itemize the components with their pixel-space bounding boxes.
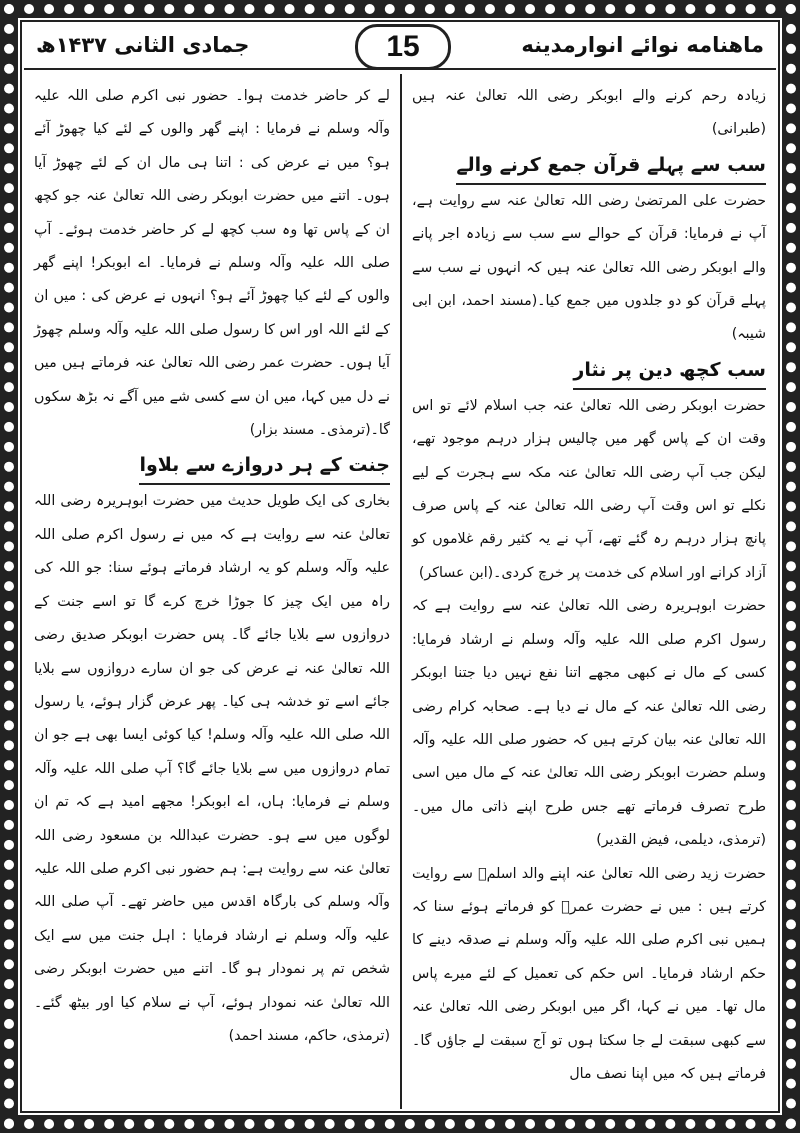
section-heading: سب سے پہلے قرآن جمع کرنے والے [456, 147, 766, 185]
paragraph: حضرت ابوبکر رضی اللہ تعالیٰ عنہ جب اسلام لائے تو اس وقت ان کے پاس گھر میں چالیس ہزار درہم موجود تھے، لیکن جب آپ رضی اللہ تعالیٰ عنہ مکہ سے ہجرت کے لیے نکلے تو اس وقت آپ رضی اللہ تعالیٰ عنہ کے پاس صرف پانچ ہزار درہم رہ گئے تھے، آپ نے یہ کثیر رقم غلاموں کو آزاد کرانے اور اسلام کی خدمت پر خرچ کردی۔(ابن عساکر) [412, 397, 766, 581]
section-heading: سب کچھ دین پر نثار [573, 352, 766, 390]
right-column [400, 74, 776, 1109]
paragraph: لے کر حاضر خدمت ہوا۔ حضور نبی اکرم صلی اللہ علیہ وآلہ وسلم نے فرمایا : اپنے گھر والوں کے لئے کیا چھوڑ آئے ہو؟ میں نے عرض کی : اتنا ہی مال ان کے لئے چھوڑ آیا ہوں۔ اتنے میں حضرت ابوبکر رضی اللہ تعالیٰ عنہ جو کچھ ان کے پاس تھا وہ سب کچھ لے کر حاضر خدمت ہوئے۔ آپ صلی اللہ علیہ وآلہ وسلم نے فرمایا۔ اے ابوبکر! اپنے گھر والوں کے لئے کیا چھوڑ آئے ہو؟ انہوں نے عرض کی : میں ان کے لئے اللہ اور اس کا رسول صلی اللہ علیہ وآلہ وسلم چھوڑ آیا ہوں۔ حضرت عمر رضی اللہ تعالیٰ عنہ فرماتے ہیں میں نے دل میں کہا، میں ان سے کسی شے میں آگے نہ بڑھ سکوں گا۔(ترمذی۔ مسند بزار) [34, 88, 390, 439]
paragraph: حضرت ابوہریرہ رضی اللہ تعالیٰ عنہ سے روایت ہے کہ رسول اکرم صلی اللہ علیہ وآلہ وسلم نے ارشاد فرمایا: کسی کے مال نے کبھی مجھے اتنا نفع نہیں دیا جتنا ابوبکر رضی اللہ تعالیٰ عنہ کے مال نے دیا ہے۔ صحابہ کرام رضی اللہ تعالیٰ عنہ بیان کرتے ہیں کہ حضور صلی اللہ علیہ وآلہ وسلم حضرت ابوبکر رضی اللہ تعالیٰ عنہ کے مال میں اسی طرح تصرف فرماتے تھے جس طرح اپنے ذاتی مال میں۔(ترمذی، دیلمی، فیض القدیر) [412, 598, 766, 849]
article-body [24, 74, 776, 1109]
paragraph: زیادہ رحم کرنے والے ابوبکر رضی اللہ تعالیٰ عنہ ہیں (طبرانی) [412, 88, 766, 138]
paragraph: حضرت زید رضی اللہ تعالیٰ عنہ اپنے والد اسلمؓ سے روایت کرتے ہیں : میں نے حضرت عمرؓ کو فرماتے ہوئے سنا کہ ہمیں نبی اکرم صلی اللہ علیہ وآلہ وسلم نے صدقہ دینے کا حکم ارشاد فرمایا۔ اس حکم کی تعمیل کے لئے میرے پاس مال تھا۔ میں نے کہا، اگر میں ابوبکر رضی اللہ تعالیٰ عنہ سے کبھی سبقت لے جا سکتا ہوں تو آج سبقت لے جاؤں گا۔ فرماتے ہیں کہ میں اپنا نصف مال [412, 865, 766, 1082]
section-heading: جنت کے ہر دروازے سے بلاوا [139, 447, 390, 485]
magazine-title: ماهنامه نوائے انوارمدینه [521, 33, 764, 57]
paragraph: بخاری کی ایک طویل حدیث میں حضرت ابوہریرہ رضی اللہ تعالیٰ عنہ سے روایت ہے کہ میں نے رسول اکرم صلی اللہ علیہ وآلہ وسلم کو یہ ارشاد فرماتے ہوئے سنا: جو اللہ کی راہ میں ایک چیز کا جوڑا خرچ کرے گا تو اسے جنت کے دروازوں سے بلایا جائے گا۔ پس حضرت ابوبکر صدیق رضی اللہ تعالیٰ عنہ نے عرض کی جو ان سارے دروازوں سے بلایا جائے اسے تو خدشہ ہی کیا۔ پھر عرض گزار ہوئے، یا رسول اللہ صلی اللہ علیہ وآلہ وسلم! کیا کوئی ایسا بھی ہے جو ان تمام دروازوں میں سے بلایا جائے گا؟ آپ صلی اللہ علیہ وآلہ وسلم نے فرمایا: ہاں، اے ابوبکر! مجھے امید ہے کہ تم ان لوگوں میں سے ہو۔ حضرت عبداللہ بن مسعود رضی اللہ تعالیٰ عنہ سے روایت ہے: ہم حضور نبی اکرم صلی اللہ علیہ وآلہ وسلم کی بارگاہ اقدس میں حاضر تھے۔ آپ صلی اللہ علیہ وآلہ وسلم نے ارشاد فرمایا : اہل جنت میں سے ایک شخص تم پر نمودار ہو گا۔ اتنے میں حضرت ابوبکر رضی اللہ تعالیٰ عنہ نمودار ہوئے، آپ نے سلام کیا اور بیٹھ گئے۔(ترمذی، حاکم، مسند احمد) [34, 493, 390, 1044]
issue-date: جمادی الثانی ۱۴۳۷ھ [36, 33, 250, 57]
paragraph: حضرت علی المرتضیٰ رضی اللہ تعالیٰ عنہ سے روایت ہے، آپ نے فرمایا: قرآن کے حوالے سے سب سے زیادہ اجر پانے والے ابوبکر رضی اللہ تعالیٰ عنہ ہیں کہ انہوں نے سب سے پہلے قرآن کو دو جلدوں میں جمع کیا۔(مسند احمد، ابن ابی شیبہ) [412, 192, 766, 343]
page-number: 15 [355, 24, 451, 70]
left-column [24, 74, 400, 1109]
